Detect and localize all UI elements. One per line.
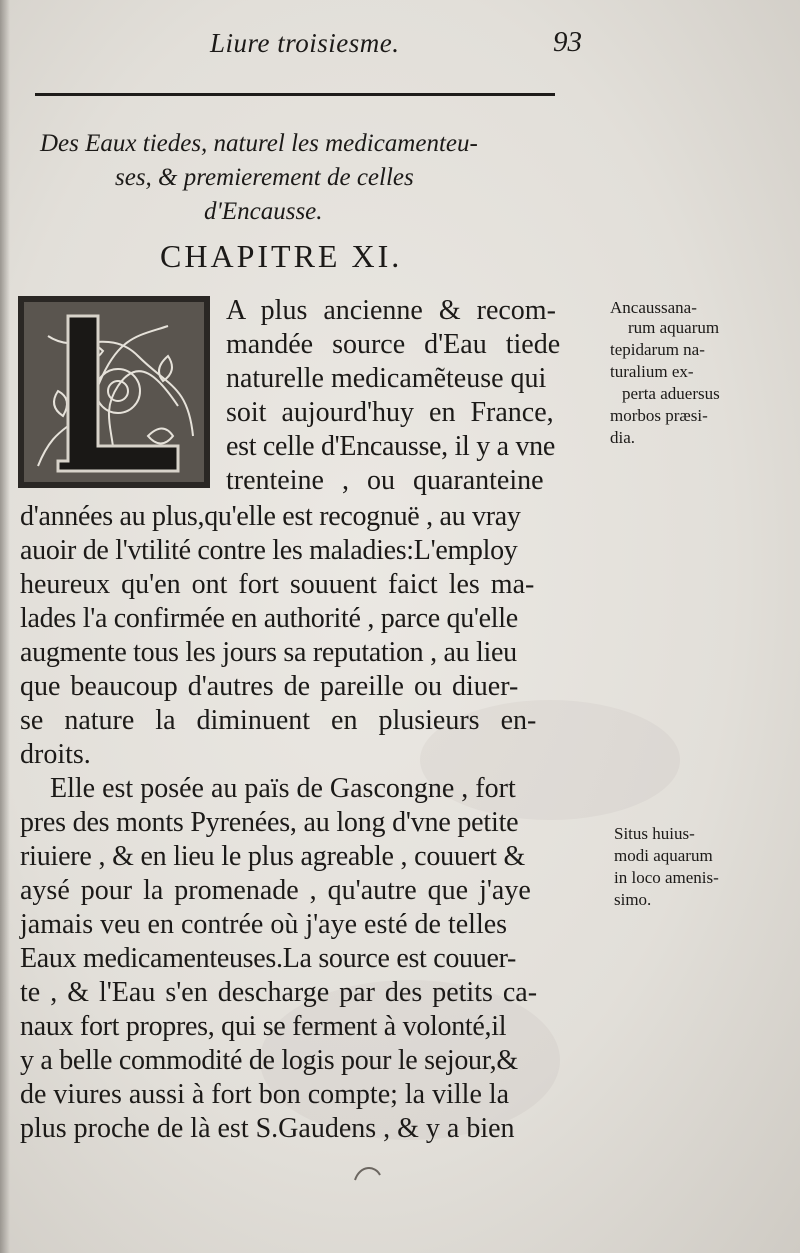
- body-line: droits.: [20, 739, 91, 770]
- body-line: aysé pour la promenade , qu'autre que j'aye: [20, 875, 531, 906]
- margin-note-line: Situs huius-: [614, 824, 695, 843]
- chapter-title: CHAPITRE XI.: [160, 238, 403, 274]
- body-line: augmente tous les jours sa reputation , au lieu: [20, 637, 517, 668]
- margin-note-line: dia.: [610, 428, 636, 447]
- body-line: mandée source d'Eau tiede: [226, 329, 561, 360]
- body-line: y a belle commodité de logis pour le sejour,&: [20, 1045, 518, 1076]
- running-title: Liure troisiesme.: [210, 28, 400, 58]
- body-line: Elle est posée au païs de Gascongne , fort: [50, 773, 516, 804]
- margin-note-line: tepidarum na-: [610, 340, 705, 359]
- body-line: pres des monts Pyrenées, au long d'vne petite: [20, 807, 519, 838]
- body-line: trenteine , ou quaranteine: [226, 465, 544, 496]
- body-line: lades l'a confirmée en authorité , parce qu'elle: [20, 603, 518, 634]
- margin-note-line: in loco amenis-: [614, 868, 719, 887]
- body-line: riuiere , & en lieu le plus agreable , couuert &: [20, 841, 526, 872]
- body-line: naturelle medicamẽteuse qui: [226, 363, 547, 394]
- body-line: plus proche de là est S.Gaudens , & y a bien: [20, 1113, 515, 1144]
- body-line: heureux qu'en ont fort souuent faict les ma-: [20, 569, 535, 600]
- subject-line: ses, & premierement de celles: [115, 164, 414, 191]
- body-line: auoir de l'vtilité contre les maladies:L'employ: [20, 535, 518, 566]
- body-line: jamais veu en contrée où j'aye esté de telles: [20, 909, 508, 940]
- body-line: soit aujourd'huy en France,: [226, 397, 554, 428]
- page-number: 93: [553, 26, 582, 58]
- body-line: naux fort propres, qui se ferment à volonté,il: [20, 1011, 507, 1042]
- margin-note-line: Ancaussana-: [610, 298, 697, 317]
- ink-mark-icon: [350, 1160, 390, 1190]
- drop-cap-ornament: [18, 296, 210, 488]
- body-line: de viures aussi à fort bon compte; la ville la: [20, 1079, 510, 1110]
- margin-note-line: modi aquarum: [614, 846, 713, 865]
- header-rule: [35, 93, 555, 96]
- body-line: te , & l'Eau s'en descharge par des petits ca-: [20, 977, 538, 1008]
- body-line: Eaux medicamenteuses.La source est couuer-: [20, 943, 517, 974]
- body-line: d'années au plus,qu'elle est recognuë , au vray: [20, 501, 521, 532]
- margin-note-line: turalium ex-: [610, 362, 694, 381]
- subject-line: Des Eaux tiedes, naturel les medicamenteu-: [40, 130, 478, 157]
- margin-note-line: simo.: [614, 890, 652, 909]
- margin-note-line: perta aduersus: [622, 384, 720, 403]
- subject-line: d'Encausse.: [204, 198, 323, 225]
- margin-note-line: rum aquarum: [628, 318, 720, 337]
- body-line: est celle d'Encausse, il y a vne: [226, 431, 555, 462]
- body-line: que beaucoup d'autres de pareille ou diuer-: [20, 671, 519, 702]
- foliage-ornament-icon: [18, 296, 210, 488]
- body-line: A plus ancienne & recom-: [226, 295, 556, 326]
- margin-note-line: morbos præsi-: [610, 406, 708, 425]
- body-line: se nature la diminuent en plusieurs en-: [20, 705, 537, 736]
